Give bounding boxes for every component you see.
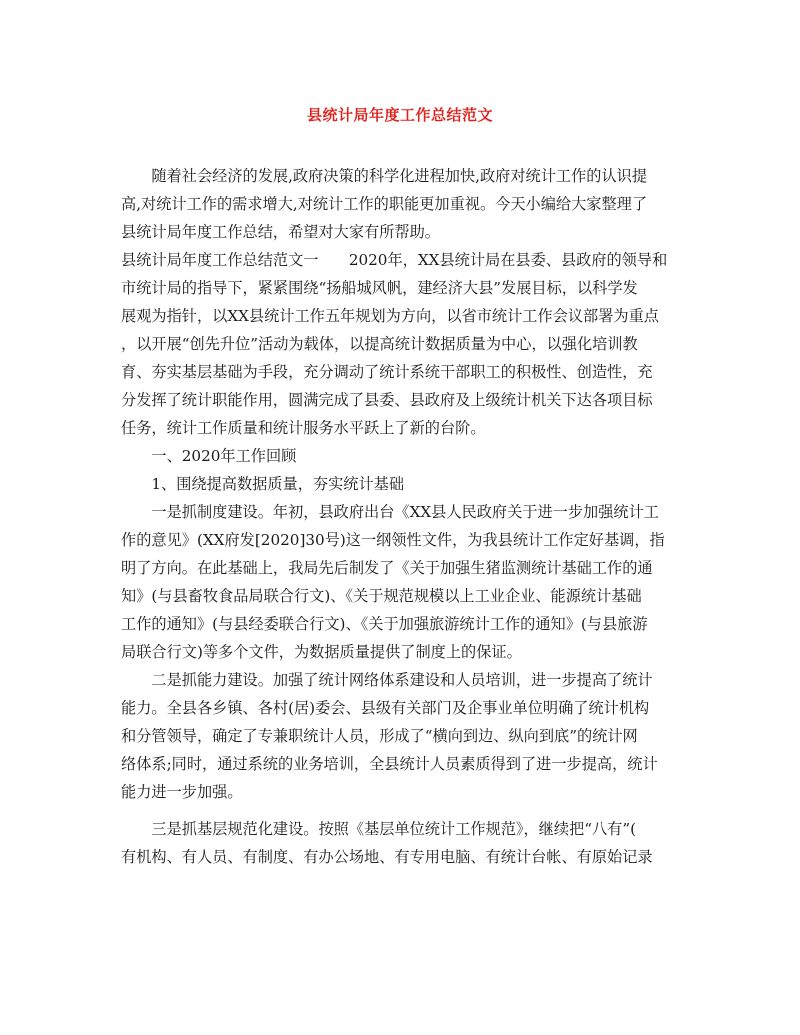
paragraph-line: ，以开展“创先升位”活动为载体，以提高统计数据质量为中心，以强化培训教 xyxy=(121,335,638,353)
paragraph-line: 分发挥了统计职能作用，圆满完成了县委、县政府及上级统计机关下达各项目标 xyxy=(121,391,653,409)
paragraph-line: 络体系;同时，通过系统的业务培训，全县统计人员素质得到了进一步提高，统计 xyxy=(121,755,658,773)
paragraph-line: 作的意见》(XX府发[2020]30号)这一纲领性文件，为我县统计工作定好基调，指 xyxy=(121,531,665,549)
paragraph-line: 高,对统计工作的需求增大,对统计工作的职能更加重视。今天小编给大家整理了 xyxy=(121,195,648,213)
document-body xyxy=(121,162,681,871)
paragraph-line: 育、夯实基层基础为手段，充分调动了统计系统干部职工的积极性、创造性，充 xyxy=(121,363,653,381)
paragraph-line: 一是抓制度建设。年初，县政府出台《XX县人民政府关于进一步加强统计工 xyxy=(121,503,659,521)
paragraph-line: 县统计局年度工作总结范文一 2020年，XX县统计局在县委、县政府的领导和 xyxy=(121,251,668,269)
paragraph-line: 展观为指针，以XX县统计工作五年规划为方向，以省市统计工作会议部署为重点 xyxy=(121,307,659,325)
section-heading: 一、2020年工作回顾 xyxy=(121,447,297,465)
paragraph-line: 能力。全县各乡镇、各村(居)委会、县级有关部门及企事业单位明确了统计机构 xyxy=(121,699,650,717)
paragraph-line: 市统计局的指导下，紧紧围绕“扬船城风帆，建经济大县”发展目标，以科学发 xyxy=(121,279,638,297)
paragraph-line: 随着社会经济的发展,政府决策的科学化进程加快,政府对统计工作的认识提 xyxy=(121,167,648,185)
paragraph-line: 能力进一步加强。 xyxy=(121,783,243,801)
paragraph-line: 任务，统计工作质量和统计服务水平跃上了新的台阶。 xyxy=(121,419,486,437)
paragraph-line: 有机构、有人员、有制度、有办公场地、有专用电脑、有统计台帐、有原始记录 xyxy=(121,848,653,866)
paragraph-line: 三是抓基层规范化建设。按照《基层单位统计工作规范》，继续把“八有”( xyxy=(121,820,637,838)
paragraph-line: 和分管领导，确定了专兼职统计人员，形成了“横向到边、纵向到底”的统计网 xyxy=(121,727,638,745)
paragraph-line: 二是抓能力建设。加强了统计网络体系建设和人员培训，进一步提高了统计 xyxy=(121,671,653,689)
document-title: 县统计局年度工作总结范文 xyxy=(306,106,493,124)
paragraph-line: 明了方向。在此基础上，我局先后制发了《关于加强生猪监测统计基础工作的通 xyxy=(121,559,653,577)
paragraph-spacer xyxy=(121,806,681,815)
paragraph-line: 知》(与县畜牧食品局联合行文)、《关于规范规模以上工业企业、能源统计基础 xyxy=(121,587,642,605)
paragraph-line: 县统计局年度工作总结，希望对大家有所帮助。 xyxy=(121,223,440,241)
paragraph-line: 局联合行文)等多个文件，为数据质量提供了制度上的保证。 xyxy=(121,643,522,661)
subsection-heading: 1、围绕提高数据质量，夯实统计基础 xyxy=(121,475,405,493)
paragraph-line: 工作的通知》(与县经委联合行文)、《关于加强旅游统计工作的通知》(与县旅游 xyxy=(121,615,648,633)
